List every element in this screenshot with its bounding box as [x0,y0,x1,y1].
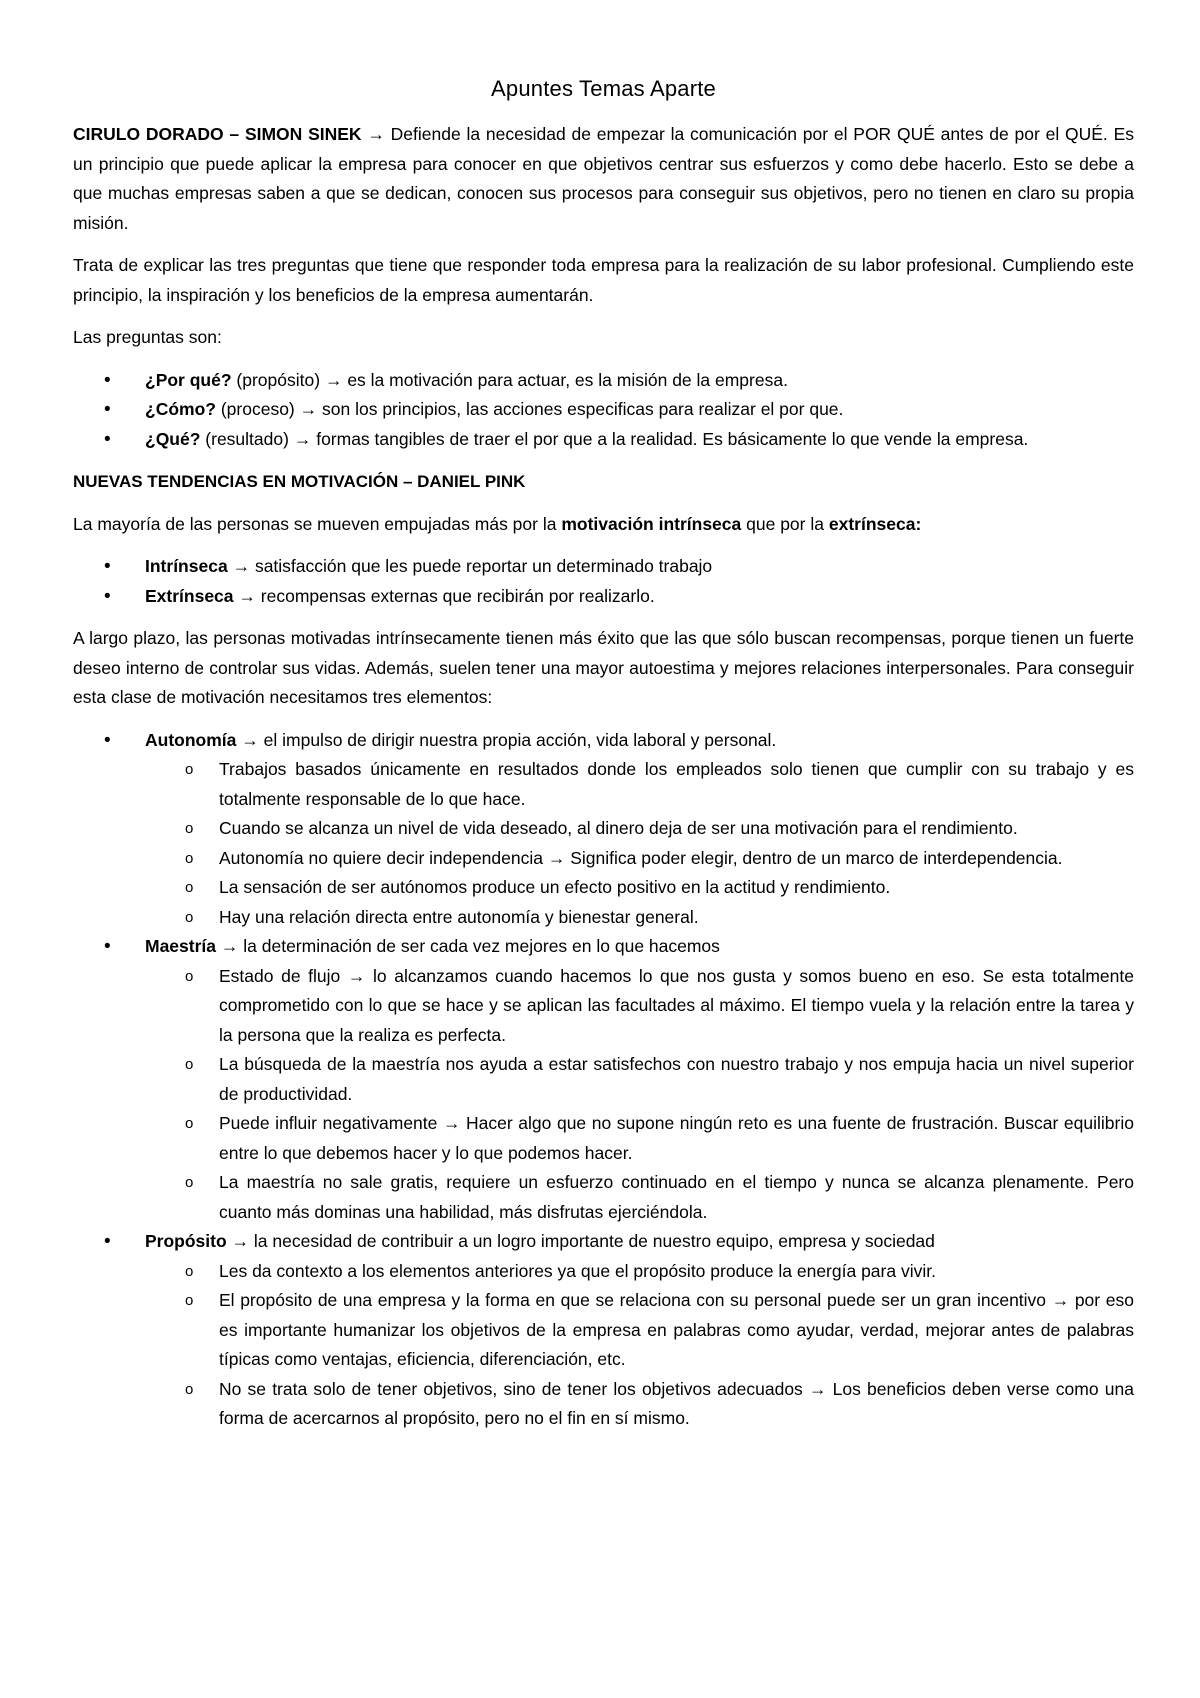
document-title: Apuntes Temas Aparte [491,76,716,101]
elements-list [73,726,1134,1434]
question-text: es la motivación para actuar, es la misión de la empresa. [347,369,788,390]
element-text: la determinación de ser cada vez mejores en lo que hacemos [243,936,720,956]
list-item [73,552,1134,582]
sub-text-2: por eso es importante humanizar los objetivos de la empresa en palabras como ayudar, verdad, mejorar antes de palabras típicas como ventajas, eficiencia, diferenciación, etc. [219,1290,1134,1369]
motivation-types-list [73,552,1134,611]
sub-list-item [73,1168,1134,1227]
sub-text: Puede influir negativamente [219,1113,438,1133]
sub-list-item [73,814,1134,844]
arrow-icon: → [324,369,343,390]
sub-list-item [73,844,1134,874]
question-paren: (proceso) [220,399,295,419]
arrow-icon: → [1051,1290,1070,1310]
sub-text-2: Hacer algo que no supone ningún reto es una fuente de frustración. Buscar equilibrio entre lo que debemos hacer y lo que podemos hacer. [219,1113,1134,1163]
golden-circle-intro-text: Defiende la necesidad de empezar la comunicación por el POR QUÉ antes de por el QUÉ. Es un principio que puede aplicar la empresa para conocer en que objetivos centrar sus esfuerzos y como debe hacerlo. Esto se debe a que muchas empresas saben a que se dedican, conocen sus procesos para conseguir sus objetivos, pero no tienen en claro su propia misión. [73,124,1134,233]
type-text: recompensas externas que recibirán por realizarlo. [260,585,655,606]
sub-text: Hay una relación directa entre autonomía y bienestar general. [219,906,699,927]
list-item [73,425,1134,455]
arrow-icon: → [232,556,251,576]
sub-text: La búsqueda de la maestría nos ayuda a estar satisfechos con nuestro trabajo y nos empuja hacia un nivel superior de productividad. [219,1054,1134,1104]
arrow-icon: → [220,936,239,956]
list-item [73,366,1134,396]
motivation-paragraph-2: A largo plazo, las personas motivadas intrínsecamente tienen más éxito que las que sólo buscan recompensas, porque tienen un fuerte deseo interno de controlar sus vidas. Además, suelen tener una mayor autoestima y mejores relaciones interpersonales. Para conseguir esta clase de motivación necesitamos tres elementos: [73,628,1134,707]
sub-text: Les da contexto a los elementos anteriores ya que el propósito produce la energía para vivir. [219,1260,936,1281]
sub-list-item [73,1109,1134,1168]
sub-text: Estado de flujo [219,965,341,986]
sub-list-item [73,873,1134,903]
list-item [73,582,1134,612]
element-text: el impulso de dirigir nuestra propia acción, vida laboral y personal. [263,729,777,750]
arrow-icon: → [299,399,318,419]
sub-list [145,755,1134,932]
section-heading-motivation: NUEVAS TENDENCIAS EN MOTIVACIÓN – DANIEL PINK [73,472,526,491]
question-term: ¿Por qué? [145,369,232,390]
sub-list-item [73,903,1134,933]
arrow-icon: → [442,1113,461,1133]
question-text: son los principios, las acciones especificas para realizar el por que. [322,399,844,419]
intrinsic-emphasis: motivación intrínseca [561,513,742,534]
section-heading-golden-circle: CIRULO DORADO – SIMON SINEK [73,124,362,144]
element-term: Maestría [145,936,217,956]
arrow-icon: → [808,1378,827,1399]
arrow-icon: → [231,1231,250,1251]
element-term: Autonomía [145,729,237,750]
questions-list [73,366,1134,455]
question-term: ¿Cómo? [145,399,216,419]
arrow-icon: → [367,124,385,144]
motivation-intro-text-2: que por la [746,513,824,534]
sub-text-2: lo alcanzamos cuando hacemos lo que nos gusta y somos bueno en eso. Se esta totalmente comprometido con lo que se hace y se aplican las facultades al máximo. El tiempo vuela y la relación entre la tarea y la persona que la realiza es perfecta. [219,965,1134,1045]
question-text: formas tangibles de traer el por que a la realidad. Es básicamente lo que vende la empresa. [316,428,1029,449]
motivation-intro [73,510,1134,540]
golden-circle-paragraph-2: Trata de explicar las tres preguntas que tiene que responder toda empresa para la realización de su labor profesional. Cumpliendo este principio, la inspiración y los beneficios de la empresa aumentarán. [73,255,1134,305]
sub-list-item [73,1257,1134,1287]
element-term: Propósito [145,1231,227,1251]
extrinsic-emphasis: extrínseca [828,513,916,534]
sub-text: El propósito de una empresa y la forma en que se relaciona con su personal puede ser un gran incentivo [219,1290,1047,1310]
sub-text: Trabajos basados únicamente en resultados donde los empleados solo tienen que cumplir con su trabajo y es totalmente responsable de lo que hace. [219,759,1134,809]
sub-text: No se trata solo de tener objetivos, sino de tener los objetivos adecuados [219,1378,803,1399]
arrow-icon: → [241,729,259,750]
list-item [73,395,1134,425]
questions-intro: Las preguntas son: [73,327,222,347]
sub-list-item [73,1286,1134,1375]
motivation-intro-text: La mayoría de las personas se mueven empujadas más por la [73,513,557,534]
arrow-icon: → [547,847,566,868]
sub-text-2: Significa poder elegir, dentro de un marco de interdependencia. [570,847,1063,868]
arrow-icon: → [293,428,312,449]
sub-text: La maestría no sale gratis, requiere un esfuerzo continuado en el tiempo y nunca se alcanza plenamente. Pero cuanto más dominas una habilidad, más disfrutas ejerciéndola. [219,1172,1134,1222]
question-term: ¿Qué? [145,428,201,449]
element-text: la necesidad de contribuir a un logro importante de nuestro equipo, empresa y sociedad [253,1231,935,1251]
sub-list-item [73,962,1134,1051]
sub-list-item [73,1050,1134,1109]
colon: : [915,513,922,534]
sub-text: La sensación de ser autónomos produce un efecto positivo en la actitud y rendimiento. [219,877,891,897]
question-paren: (resultado) [205,428,289,449]
sub-list [145,962,1134,1228]
arrow-icon: → [347,965,366,986]
type-term: Intrínseca [145,556,228,576]
sub-text: Autonomía no quiere decir independencia [219,847,543,868]
question-paren: (propósito) [236,369,321,390]
type-text: satisfacción que les puede reportar un determinado trabajo [254,556,713,576]
sub-list-item [73,1375,1134,1434]
list-item [73,726,1134,933]
list-item [73,932,1134,1227]
list-item [73,1227,1134,1434]
type-term: Extrínseca [145,585,234,606]
sub-text-2: Los beneficios deben verse como una forma de acercarnos al propósito, pero no el fin en sí mismo. [219,1378,1134,1428]
arrow-icon: → [238,585,256,606]
golden-circle-intro [73,120,1134,238]
sub-list-item [73,755,1134,814]
sub-text: Cuando se alcanza un nivel de vida deseado, al dinero deja de ser una motivación para el rendimiento. [219,818,1018,838]
sub-list [145,1257,1134,1434]
